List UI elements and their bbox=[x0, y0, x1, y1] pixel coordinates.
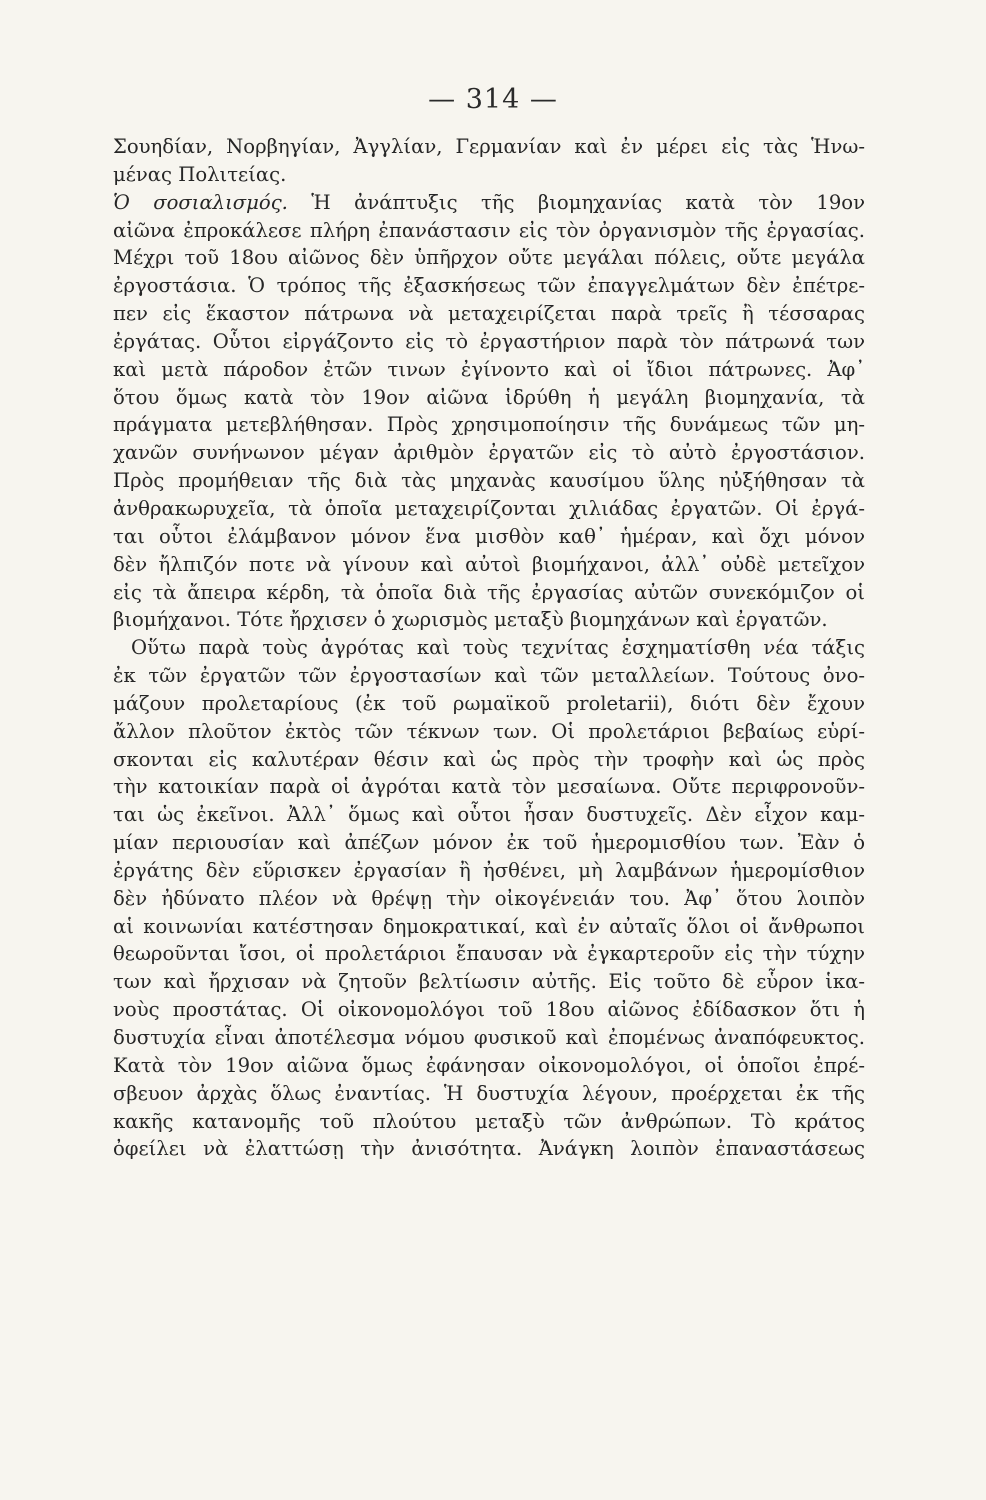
line-text: ἀνθρακωρυχεῖα, τὰ ὁποῖα μεταχειρίζονται χιλιάδας ἐργατῶν. Οἱ ἐργά- bbox=[113, 496, 865, 520]
text-line bbox=[113, 801, 865, 829]
text-line bbox=[113, 634, 865, 662]
line-text: κακῆς κατανομῆς τοῦ πλούτου μεταξὺ τῶν ἀνθρώπων. Τὸ κράτος bbox=[113, 1109, 865, 1133]
text-line bbox=[113, 746, 865, 774]
line-text: Οὕτω παρὰ τοὺς ἀγρότας καὶ τοὺς τεχνίτας ἐσχηματίσθη νέα τάξις bbox=[131, 636, 865, 660]
page-number: — 314 — bbox=[428, 84, 558, 115]
text-line bbox=[113, 356, 865, 384]
line-text: ἐργοστάσια. Ὁ τρόπος τῆς ἐξασκήσεως τῶν ἐπαγγελμάτων δὲν ἐπέτρε- bbox=[113, 274, 865, 298]
line-text: ἄλλον πλοῦτον ἐκτὸς τῶν τέκνων των. Οἱ προλετάριοι βεβαίως εὑρί- bbox=[113, 719, 865, 743]
text-line bbox=[113, 467, 865, 495]
text-line bbox=[113, 551, 865, 579]
text-line bbox=[113, 328, 865, 356]
text-line bbox=[113, 857, 865, 885]
line-text: Ἡ ἀνάπτυξις τῆς βιομηχανίας κατὰ τὸν 19ον bbox=[287, 190, 865, 214]
line-text: πράγματα μετεβλήθησαν. Πρὸς χρησιμοποίησιν τῆς δυνάμεως τῶν μη- bbox=[113, 413, 865, 437]
line-text: δὲν ἤλπιζόν ποτε νὰ γίνουν καὶ αὐτοὶ βιομήχανοι, ἀλλ᾽ οὐδὲ μετεῖχον bbox=[113, 552, 865, 576]
text-line bbox=[113, 1108, 865, 1136]
text-line bbox=[113, 523, 865, 551]
text-line bbox=[113, 996, 865, 1024]
text-line bbox=[113, 1052, 865, 1080]
text-line bbox=[113, 662, 865, 690]
text-line bbox=[113, 1135, 865, 1163]
line-text: χανῶν συνήνωνον μέγαν ἀριθμὸν ἐργατῶν εἰς τὸ αὐτὸ ἐργοστάσιον. bbox=[113, 441, 865, 465]
text-line bbox=[113, 244, 865, 272]
text-line bbox=[113, 773, 865, 801]
text-line bbox=[113, 133, 865, 161]
line-text: θεωροῦνται ἴσοι, οἱ προλετάριοι ἔπαυσαν νὰ ἐγκαρτεροῦν εἰς τὴν τύχην bbox=[113, 942, 865, 966]
line-text: ται οὗτοι ἐλάμβανον μόνον ἕνα μισθὸν καθ᾽ ἡμέραν, καὶ ὄχι μόνον bbox=[113, 524, 865, 548]
text-line bbox=[113, 885, 865, 913]
text-line bbox=[113, 300, 865, 328]
text-line bbox=[113, 1024, 865, 1052]
line-text: Μέχρι τοῦ 18ου αἰῶνος δὲν ὑπῆρχον οὔτε μεγάλαι πόλεις, οὔτε μεγάλα bbox=[113, 246, 865, 270]
line-text: καὶ μετὰ πάροδον ἐτῶν τινων ἐγίνοντο καὶ οἱ ἴδιοι πάτρωνες. Ἀφ᾽ bbox=[113, 357, 865, 381]
line-text: ἐργάτης δὲν εὕρισκεν ἐργασίαν ἢ ἠσθένει, μὴ λαμβάνων ἡμερομίσθιον bbox=[113, 858, 865, 882]
line-text: δὲν ἠδύνατο πλέον νὰ θρέψῃ τὴν οἰκογένειάν του. Ἀφ᾽ ὅτου λοιπὸν bbox=[113, 886, 865, 910]
text-line bbox=[113, 968, 865, 996]
line-text: μίαν περιουσίαν καὶ ἀπέζων μόνον ἐκ τοῦ ἡμερομισθίου των. Ἐὰν ὁ bbox=[113, 831, 865, 855]
line-text: Κατὰ τὸν 19ον αἰῶνα ὅμως ἐφάνησαν οἰκονομολόγοι, οἱ ὁποῖοι ἐπρέ- bbox=[113, 1053, 865, 1077]
line-text: Σουηδίαν, Νορβηγίαν, Ἀγγλίαν, Γερμανίαν καὶ ἐν μέρει εἰς τὰς Ἡνω- bbox=[113, 135, 865, 158]
text-line bbox=[113, 1080, 865, 1108]
text-line bbox=[113, 829, 865, 857]
text-line bbox=[113, 690, 865, 718]
line-text: ται ὡς ἐκεῖνοι. Ἀλλ᾽ ὅμως καὶ οὗτοι ἦσαν δυστυχεῖς. Δὲν εἶχον καμ- bbox=[113, 803, 865, 827]
line-text: των καὶ ἤρχισαν νὰ ζητοῦν βελτίωσιν αὐτῆς. Εἰς τοῦτο δὲ εὗρον ἱκα- bbox=[113, 970, 865, 994]
line-text: βιομήχανοι. Τότε ἤρχισεν ὁ χωρισμὸς μεταξὺ βιομηχάνων καὶ ἐργατῶν. bbox=[113, 608, 828, 632]
text-line bbox=[113, 439, 865, 467]
line-text: αἱ κοινωνίαι κατέστησαν δημοκρατικαί, καὶ ἐν αὐταῖς ὅλοι οἱ ἄνθρωποι bbox=[113, 914, 865, 938]
line-text: σκονται εἰς καλυτέραν θέσιν καὶ ὡς πρὸς τὴν τροφὴν καὶ ὡς πρὸς bbox=[113, 747, 865, 771]
line-text: μένας Πολιτείας. bbox=[113, 162, 287, 186]
text-line bbox=[113, 940, 865, 968]
text-line bbox=[113, 606, 865, 634]
line-text: ἐργάτας. Οὗτοι εἰργάζοντο εἰς τὸ ἐργαστήριον παρὰ τὸν πάτρωνά των bbox=[113, 329, 865, 353]
line-text: Πρὸς προμήθειαν τῆς διὰ τὰς μηχανὰς καυσίμου ὕλης ηὐξήθησαν τὰ bbox=[113, 469, 865, 493]
text-line bbox=[113, 384, 865, 412]
text-line bbox=[113, 718, 865, 746]
text-line bbox=[113, 913, 865, 941]
line-text: τὴν κατοικίαν παρὰ οἱ ἀγρόται κατὰ τὸν μεσαίωνα. Οὔτε περιφρονοῦν- bbox=[113, 775, 865, 799]
section-heading: Ὁ σοσιαλισμός. bbox=[113, 190, 288, 214]
text-line bbox=[113, 579, 865, 607]
text-line bbox=[113, 189, 865, 217]
line-text: δυστυχία εἶναι ἀποτέλεσμα νόμου φυσικοῦ καὶ ἐπομένως ἀναπόφευκτος. bbox=[113, 1026, 865, 1049]
line-text: σβευον ἀρχὰς ὅλως ἐναντίας. Ἡ δυστυχία λέγουν, προέρχεται ἐκ τῆς bbox=[113, 1081, 865, 1105]
line-text: ὅτου ὅμως κατὰ τὸν 19ον αἰῶνα ἱδρύθη ἡ μεγάλη βιομηχανία, τὰ bbox=[113, 385, 865, 409]
text-line bbox=[113, 217, 865, 245]
body-text bbox=[113, 133, 865, 1163]
line-text: πεν εἰς ἕκαστον πάτρωνα νὰ μεταχειρίζεται παρὰ τρεῖς ἢ τέσσαρας bbox=[113, 302, 865, 326]
text-line bbox=[113, 411, 865, 439]
text-line bbox=[113, 272, 865, 300]
line-text: αἰῶνα ἐπροκάλεσε πλήρη ἐπανάστασιν εἰς τὸν ὀργανισμὸν τῆς ἐργασίας. bbox=[113, 218, 865, 242]
line-text: νοὺς προστάτας. Οἱ οἰκονομολόγοι τοῦ 18ου αἰῶνος ἐδίδασκον ὅτι ἡ bbox=[113, 998, 865, 1022]
text-line bbox=[113, 495, 865, 523]
text-line bbox=[113, 161, 865, 189]
line-text: μάζουν προλεταρίους (ἐκ τοῦ ρωμαϊκοῦ proletarii), διότι δὲν ἔχουν bbox=[113, 691, 865, 715]
line-text: εἰς τὰ ἄπειρα κέρδη, τὰ ὁποῖα διὰ τῆς ἐργασίας αὐτῶν συνεκόμιζον οἱ bbox=[113, 580, 865, 604]
line-text: ὀφείλει νὰ ἐλαττώσῃ τὴν ἀνισότητα. Ἀνάγκη λοιπὸν ἐπαναστάσεως bbox=[113, 1137, 865, 1161]
line-text: ἐκ τῶν ἐργατῶν τῶν ἐργοστασίων καὶ τῶν μεταλλείων. Τούτους ὀνο- bbox=[113, 664, 865, 688]
